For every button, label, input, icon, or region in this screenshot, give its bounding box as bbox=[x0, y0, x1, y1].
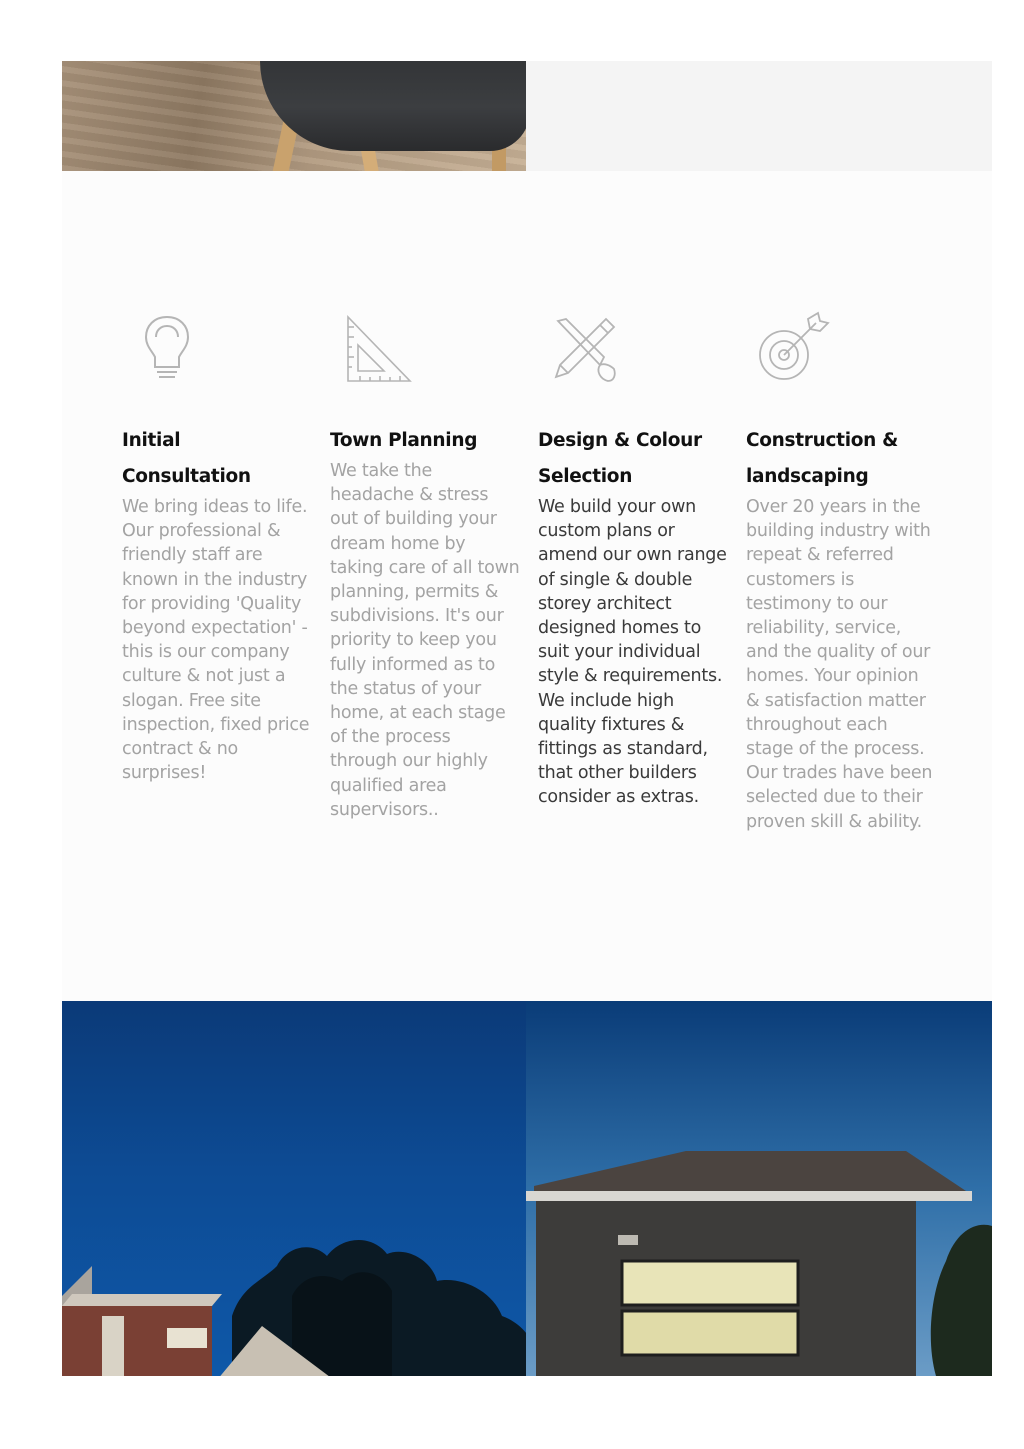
feature-title: Construction & landscaping bbox=[746, 430, 899, 487]
brick-house bbox=[62, 1266, 342, 1376]
pencil-brush-icon bbox=[544, 311, 622, 385]
lightbulb-icon bbox=[128, 311, 206, 385]
feature-title: Initial Consultation bbox=[122, 430, 251, 487]
feature-description: Over 20 years in the building industry with repeat & referred customers is testimony to our reliability, service, and the quality of our homes. Your opinion & satisfaction matter throughout each stage of the process. Our trades have been selected due to their proven skill & ability. bbox=[746, 497, 933, 832]
feature-description: We build your own custom plans or amend our own range of single & double storey architect designed homes to suit your individual style & requirements. We include high quality fixtures & fittings as standard, that other builders consider as extras. bbox=[538, 497, 727, 808]
feature-title: Town Planning bbox=[330, 430, 478, 451]
house-night-photo-left bbox=[62, 1001, 526, 1376]
feature-town-planning bbox=[330, 311, 520, 822]
interior-chair-photo bbox=[62, 61, 526, 171]
target-icon bbox=[752, 311, 830, 385]
feature-title: Design & Colour Selection bbox=[538, 430, 702, 487]
feature-description: We take the headache & stress out of building your dream home by taking care of all town planning, permits & subdivisions. It's our priority to keep you fully informed as to the status of your home, at each stage of the process through our highly qualified area supervisors.. bbox=[330, 461, 520, 820]
modern-house bbox=[526, 1151, 992, 1376]
bottom-image-band bbox=[62, 1001, 992, 1376]
house-night-photo-right bbox=[526, 1001, 992, 1376]
feature-construction bbox=[746, 311, 936, 834]
set-square-icon bbox=[336, 311, 414, 385]
top-image-band bbox=[62, 61, 992, 171]
feature-description: We bring ideas to life. Our professional & friendly staff are known in the industry for providing 'Quality beyond expectation' - this is our company culture & not just a slogan. Free site inspection, fixed price contract & no surprises! bbox=[122, 497, 310, 784]
feature-design-colour bbox=[538, 311, 728, 810]
feature-initial-consultation bbox=[122, 311, 312, 785]
services-section bbox=[62, 171, 992, 1001]
image-placeholder bbox=[526, 61, 992, 171]
